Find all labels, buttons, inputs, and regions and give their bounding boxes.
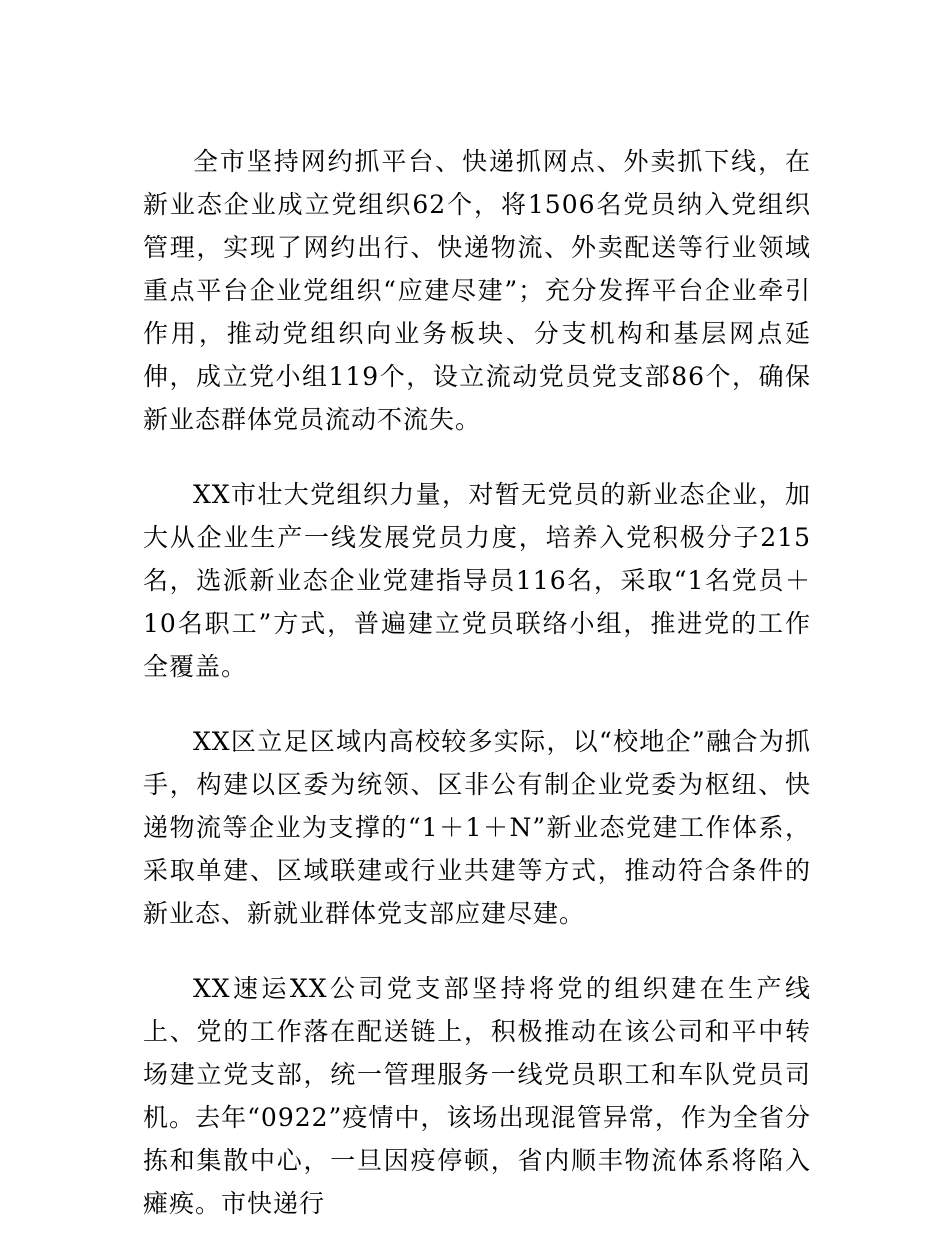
paragraph-4: XX速运XX公司党支部坚持将党的组织建在生产线上、党的工作落在配送链上，积极推动在该公司和平中转场建立党支部，统一管理服务一线党员职工和车队党员司机。去年“0922”疫情中，该场出现混管异常，作为全省分拣和集散中心，一旦因疫停顿，省内顺丰物流体系将陷入瘫痪。市快递行	[143, 974, 811, 1218]
paragraph-3: XX区立足区域内高校较多实际，以“校地企”融合为抓手，构建以区委为统领、区非公有制企业党委为枢纽、快递物流等企业为支撑的“1＋1＋N”新业态党建工作体系，采取单建、区域联建或行业共建等方式，推动符合条件的新业态、新就业群体党支部应建尽建。	[143, 727, 811, 928]
paragraph-2: XX市壮大党组织力量，对暂无党员的新业态企业，加大从企业生产一线发展党员力度，培养入党积极分子215名，选派新业态企业党建指导员116名，采取“1名党员＋10名职工”方式，普遍建立党员联络小组，推进党的工作全覆盖。	[143, 480, 811, 681]
paragraph-1: 全市坚持网约抓平台、快递抓网点、外卖抓下线，在新业态企业成立党组织62个，将1506名党员纳入党组织管理，实现了网约出行、快递物流、外卖配送等行业领域重点平台企业党组织“应建尽建”；充分发挥平台企业牵引作用，推动党组织向业务板块、分支机构和基层网点延伸，成立党小组119个，设立流动党员党支部86个，确保新业态群体党员流动不流失。	[143, 147, 811, 434]
document-body	[143, 140, 811, 1257]
